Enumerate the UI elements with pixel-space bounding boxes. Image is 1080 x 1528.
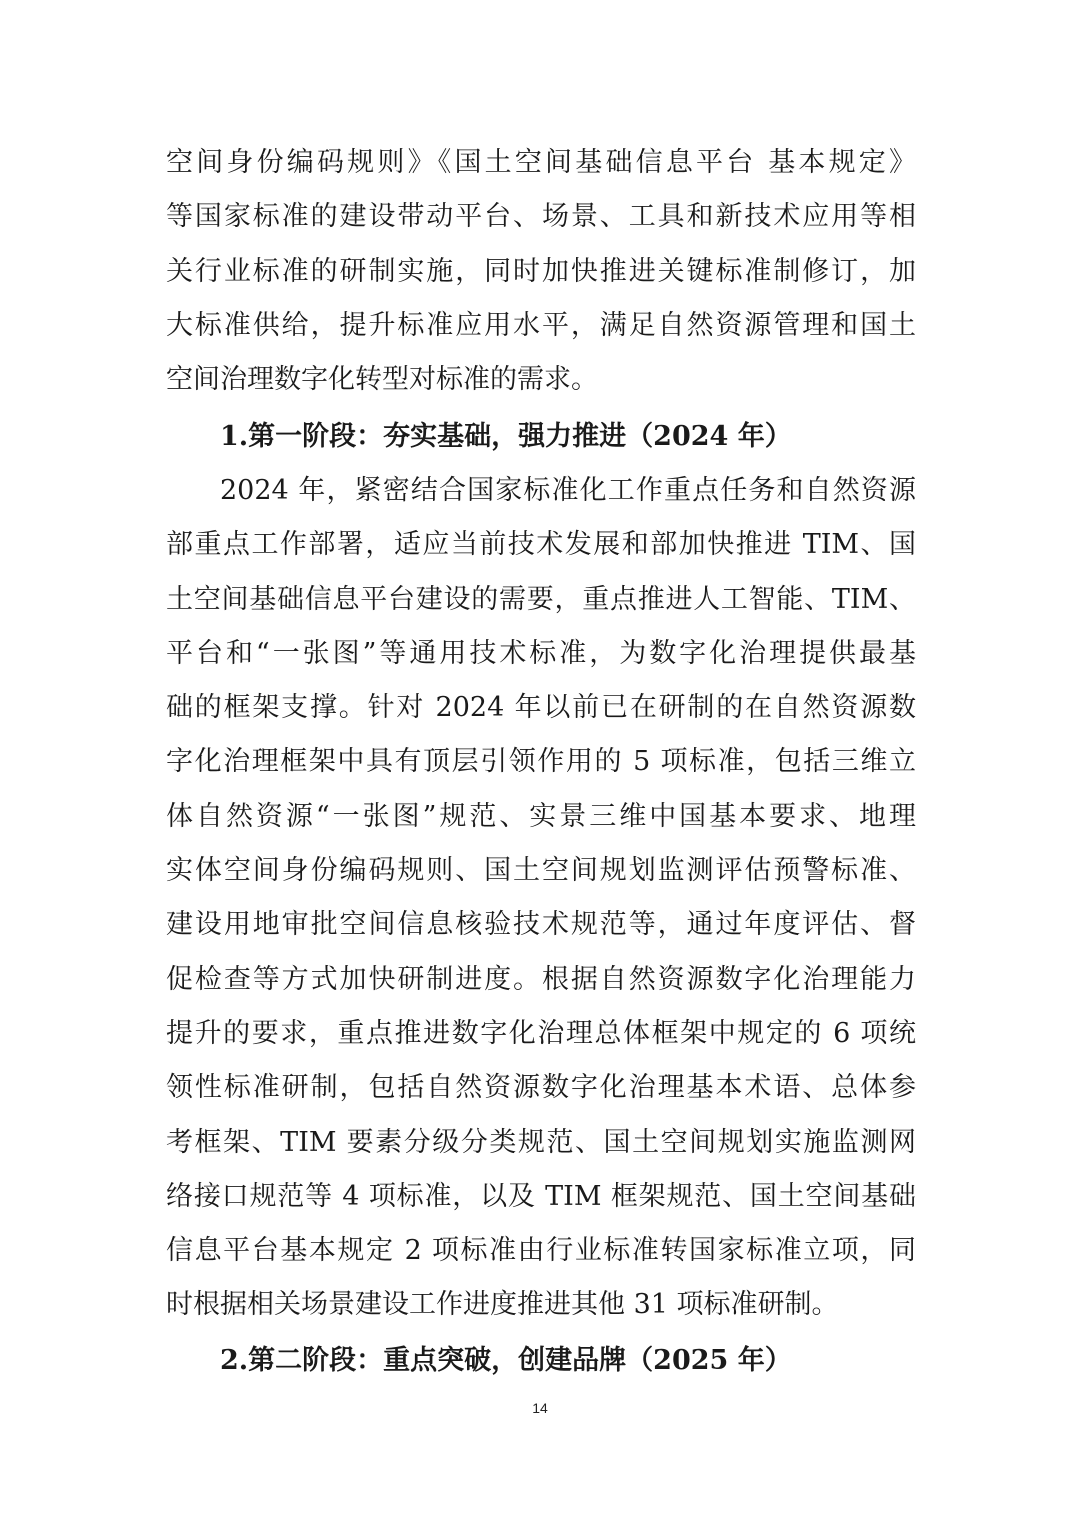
text-line: 促检查等方式加快研制进度。根据自然资源数字化治理能力 bbox=[166, 963, 916, 995]
text-line: 空间治理数字化转型对标准的需求。 bbox=[166, 364, 598, 396]
text-line: 础的框架支撑。针对 2024 年以前已在研制的在自然资源数 bbox=[166, 692, 916, 724]
text-line: 建设用地审批空间信息核验技术规范等，通过年度评估、督 bbox=[166, 909, 916, 941]
section-heading-stage2: 2.第二阶段：重点突破，创建品牌（2025 年） bbox=[220, 1345, 792, 1376]
intro-paragraph bbox=[166, 136, 916, 407]
text-line: 考框架、TIM 要素分级分类规范、国土空间规划实施监测网 bbox=[166, 1126, 916, 1158]
text-line: 2024 年，紧密结合国家标准化工作重点任务和自然资源 bbox=[220, 475, 916, 506]
page-number: 14 bbox=[532, 1400, 548, 1416]
text-line: 提升的要求，重点推进数字化治理总体框架中规定的 6 项统 bbox=[166, 1017, 916, 1049]
text-line: 领性标准研制，包括自然资源数字化治理基本术语、总体参 bbox=[166, 1072, 916, 1104]
text-line: 字化治理框架中具有顶层引领作用的 5 项标准，包括三维立 bbox=[166, 746, 916, 778]
text-line: 实体空间身份编码规则、国土空间规划监测评估预警标准、 bbox=[166, 855, 916, 887]
text-line: 空间身份编码规则》《国土空间基础信息平台 基本规定》 bbox=[166, 147, 916, 178]
text-line: 信息平台基本规定 2 项标准由行业标准转国家标准立项，同 bbox=[166, 1235, 916, 1267]
text-line: 大标准供给，提升标准应用水平，满足自然资源管理和国土 bbox=[166, 309, 916, 341]
text-line: 时根据相关场景建设工作进度推进其他 31 项标准研制。 bbox=[166, 1289, 839, 1321]
section-heading-stage1: 1.第一阶段：夯实基础，强力推进（2024 年） bbox=[220, 421, 792, 452]
text-line: 体自然资源“一张图”规范、实景三维中国基本要求、地理 bbox=[166, 800, 916, 832]
text-line: 络接口规范等 4 项标准，以及 TIM 框架规范、国土空间基础 bbox=[166, 1180, 916, 1212]
text-line: 部重点工作部署，适应当前技术发展和部加快推进 TIM、国 bbox=[166, 529, 916, 561]
text-line: 关行业标准的研制实施，同时加快推进关键标准制修订，加 bbox=[166, 255, 916, 287]
stage1-paragraph bbox=[166, 464, 916, 1333]
text-line: 等国家标准的建设带动平台、场景、工具和新技术应用等相 bbox=[166, 201, 916, 233]
text-line: 土空间基础信息平台建设的需要，重点推进人工智能、TIM、 bbox=[166, 583, 916, 615]
text-line: 平台和“一张图”等通用技术标准，为数字化治理提供最基 bbox=[166, 637, 916, 669]
